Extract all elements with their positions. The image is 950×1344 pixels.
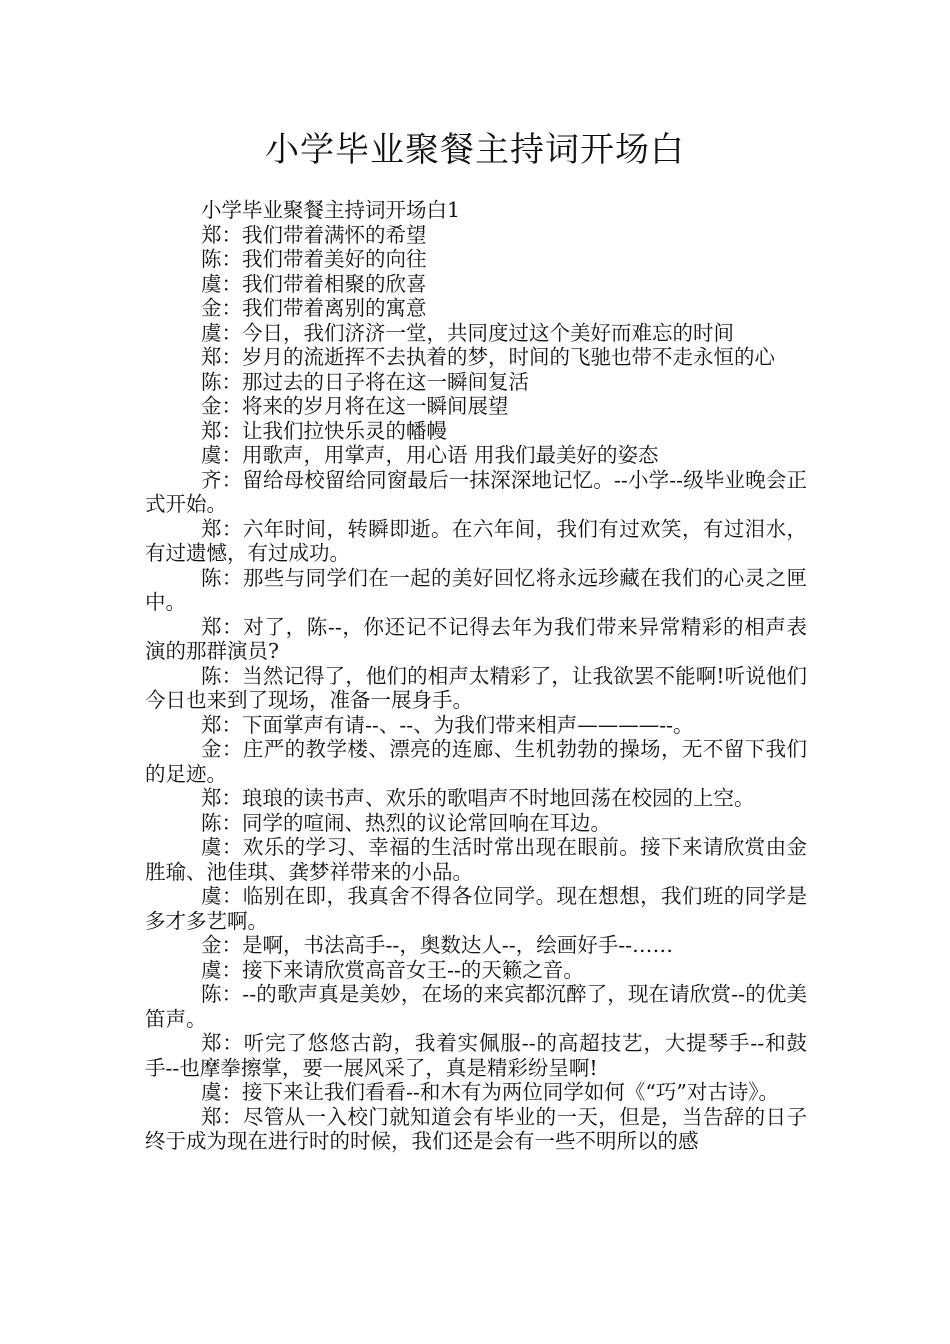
document-body (145, 198, 807, 1154)
paragraph: 陈：那过去的日子将在这一瞬间复活 (201, 369, 529, 394)
paragraph: 金：是啊，书法高手--，奥数达人--，绘画好手--…… (201, 933, 674, 957)
paragraph: 齐：留给母校留给同窗最后一抹深深地记忆。--小学--级毕业晚会正式开始。 (145, 467, 807, 516)
paragraph: 虞：接下来让我们看看--和木有为两位同学如何《“巧”对古诗》。 (201, 1080, 780, 1104)
paragraph: 虞：用歌声，用掌声，用心语 用我们最美好的姿态 (201, 443, 659, 467)
paragraph: 陈：--的歌声真是美妙，在场的来宾都沉醉了，现在请欣赏--的优美笛声。 (145, 982, 807, 1031)
paragraph: 陈：当然记得了，他们的相声太精彩了，让我欲罢不能啊!听说他们今日也来到了现场，准备一展身手。 (145, 663, 807, 712)
paragraph: 郑：我们带着满怀的希望 (201, 222, 427, 247)
document-title: 小学毕业聚餐主持词开场白 (265, 130, 685, 170)
paragraph: 郑：对了，陈--，你还记不记得去年为我们带来异常精彩的相声表演的那群演员? (145, 614, 807, 663)
paragraph: 郑：下面掌声有请--、--、为我们带来相声————--。 (201, 712, 694, 737)
paragraph: 金：我们带着离别的寓意 (201, 296, 427, 320)
paragraph: 郑：岁月的流逝挥不去执着的梦，时间的飞驰也带不走永恒的心 (201, 345, 775, 369)
paragraph: 虞：欢乐的学习、幸福的生活时常出现在眼前。接下来请欣赏由金胜瑜、池佳琪、龚梦祥带来的小品。 (145, 835, 807, 884)
paragraph: 陈：那些与同学们在一起的美好回忆将永远珍藏在我们的心灵之匣中。 (145, 565, 807, 614)
paragraph: 虞：今日，我们济济一堂，共同度过这个美好而难忘的时间 (201, 320, 734, 345)
paragraph: 郑：尽管从一入校门就知道会有毕业的一天，但是，当告辞的日子终于成为现在进行时的时候，我们还是会有一些不明所以的感 (145, 1104, 807, 1153)
paragraph: 陈：同学的喧闹、热烈的议论常回响在耳边。 (201, 810, 611, 835)
paragraph: 郑：听完了悠悠古韵，我着实佩服--的高超技艺，大提琴手--和鼓手--也摩拳擦掌，要一展风采了，真是精彩纷呈啊! (145, 1031, 807, 1080)
paragraph: 虞：我们带着相聚的欣喜 (201, 271, 427, 296)
paragraph: 郑：六年时间，转瞬即逝。在六年间，我们有过欢笑，有过泪水，有过遗憾，有过成功。 (145, 516, 807, 565)
paragraph: 金：将来的岁月将在这一瞬间展望 (201, 394, 509, 418)
paragraph: 虞：接下来请欣赏高音女王--的天籁之音。 (201, 957, 584, 982)
paragraph: 虞：临别在即，我真舍不得各位同学。现在想想，我们班的同学是多才多艺啊。 (145, 884, 807, 933)
paragraph: 金：庄严的教学楼、漂亮的连廊、生机勃勃的操场，无不留下我们的足迹。 (145, 737, 807, 786)
paragraph: 郑：让我们拉快乐灵的幡幔 (201, 418, 447, 443)
paragraph: 陈：我们带着美好的向往 (201, 247, 427, 271)
paragraph: 郑：琅琅的读书声、欢乐的歌唱声不时地回荡在校园的上空。 (201, 786, 755, 810)
paragraph: 小学毕业聚餐主持词开场白1 (201, 198, 461, 222)
